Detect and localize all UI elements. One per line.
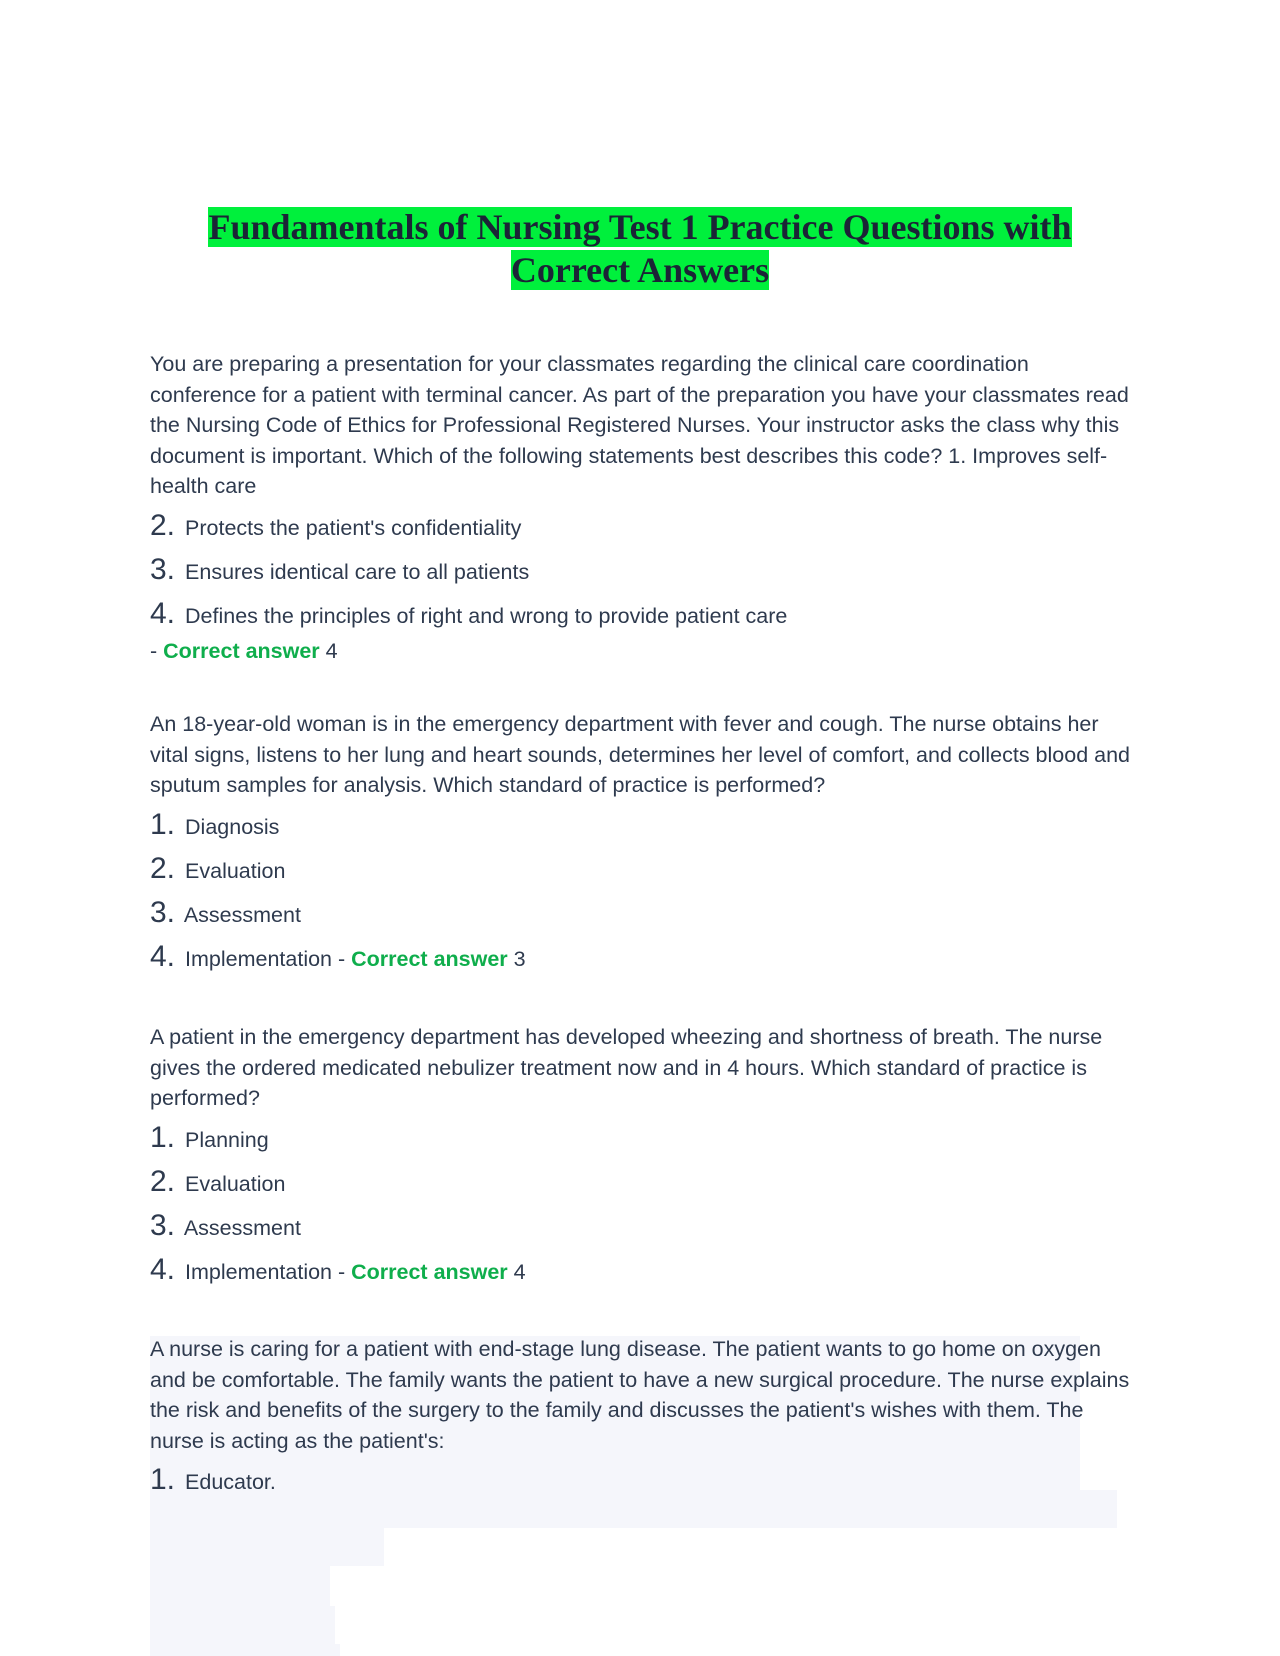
option-number: 1. [150,1463,176,1496]
option-number: 2. [150,851,176,885]
question-2 [150,709,1140,979]
option-number: 1. [150,807,176,841]
option-text: Evaluation [185,1171,286,1196]
answer-line [150,636,1140,666]
document-title: Fundamentals of Nursing Test 1 Practice Questions with Correct Answers [208,207,1072,290]
title-block [150,206,1130,292]
option-text: Defines the principles of right and wrong to provide patient care [185,603,788,628]
answer-option [150,1204,1140,1248]
option-text: Ensures identical care to all patients [185,559,530,584]
blur-shade-3 [150,1528,384,1566]
correct-answer-label: Correct answer [351,1259,508,1284]
correct-answer-label: Correct answer [163,638,320,663]
document-page [150,0,1140,1656]
option-text: Diagnosis [185,814,280,839]
option-text: Evaluation [185,858,286,883]
option-number: 2. [150,1164,176,1198]
blur-shade-5 [150,1606,335,1644]
blur-shade-6 [150,1644,340,1656]
option-text: Implementation - [185,946,352,971]
question-stem: A patient in the emergency department has developed wheezing and shortness of breath. The nurse gives the ordered medicated nebulizer treatment now and in 4 hours. Which standard of practice is performed? [150,1025,1103,1110]
correct-answer-label: Correct answer [351,946,508,971]
option-number: 4. [150,1252,176,1286]
correct-answer-value: 4 [319,638,338,663]
option-number: 1. [150,1120,176,1154]
option-text: Planning [185,1127,269,1152]
answer-option [150,891,1140,935]
option-text: Protects the patient's confidentiality [185,515,522,540]
answer-option [150,1160,1140,1204]
option-text: Implementation - [185,1259,352,1284]
question-3 [150,1022,1140,1292]
question-stem: You are preparing a presentation for your classmates regarding the clinical care coordination conference for a patient with terminal cancer. As part of the preparation you have your classmates read the Nursing Code of Ethics for Professional Registered Nurses. Your instructor asks the class why this document is important. Which of the following statements best describes this code? 1. Improves self-health care [150,352,1129,498]
answer-option [150,847,1140,891]
option-number: 3. [150,1208,176,1242]
answer-option [150,803,1140,847]
answer-prefix: - [150,638,164,663]
answer-option [150,1116,1140,1160]
answer-option [150,1458,1140,1502]
option-text: Educator. [185,1470,276,1494]
answer-option [150,935,1140,979]
correct-answer-value: 4 [507,1259,526,1284]
option-number: 4. [150,939,176,973]
option-number: 2. [150,508,176,542]
option-number: 4. [150,596,176,630]
option-text: Assessment [183,1215,301,1240]
answer-option [150,548,1140,592]
option-number: 3. [150,895,176,929]
question-4 [150,1334,1140,1502]
correct-answer-value: 3 [507,946,526,971]
answer-option [150,1248,1140,1292]
question-1 [150,349,1140,666]
answer-option [150,504,1140,548]
option-text: Assessment [183,902,301,927]
blur-shade-4 [150,1566,330,1606]
answer-option [150,592,1140,636]
question-stem: A nurse is caring for a patient with end-stage lung disease. The patient wants to go home on oxygen and be comfortable. The family wants the patient to have a new surgical procedure. The nurse explains the risk and benefits of the surgery to the family and discusses the patient's wishes with them. The nurse is acting as the patient's: [150,1337,1130,1453]
question-stem: An 18-year-old woman is in the emergency department with fever and cough. The nurse obtains her vital signs, listens to her lung and heart sounds, determines her level of comfort, and collects blood and sputum samples for analysis. Which standard of practice is performed? [150,712,1130,797]
option-number: 3. [150,552,176,586]
